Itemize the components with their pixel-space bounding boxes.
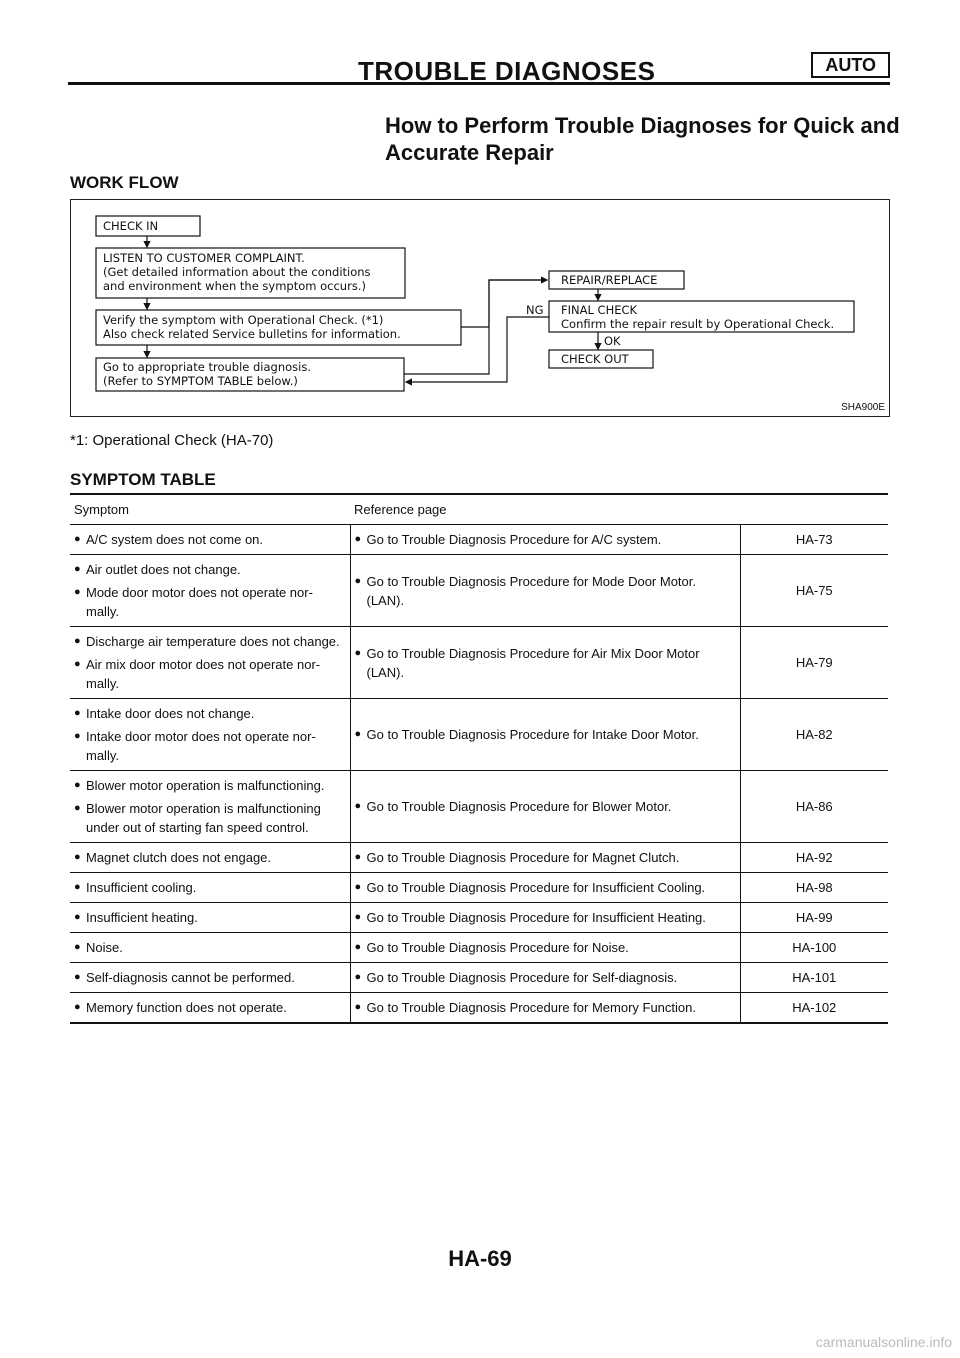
flow-listen-1: LISTEN TO CUSTOMER COMPLAINT. — [103, 251, 305, 265]
procedure-item — [355, 906, 736, 929]
flow-repair: REPAIR/REPLACE — [561, 273, 658, 287]
flow-goto-2: (Refer to SYMPTOM TABLE below.) — [103, 374, 298, 388]
flow-ng-label: NG — [526, 303, 544, 317]
bullet-icon: ● — [354, 911, 362, 923]
symptom-table — [70, 493, 888, 1024]
bullet-icon: ● — [74, 851, 81, 863]
table-row — [70, 555, 888, 627]
procedure-cell — [350, 627, 740, 699]
procedure-cell — [350, 993, 740, 1024]
reference-page-cell: HA-86 — [740, 771, 888, 843]
symptom-text: Intake door motor does not operate nor-mally. — [86, 729, 316, 763]
symptom-item — [74, 653, 346, 695]
flow-verify-1: Verify the symptom with Operational Check. (*1) — [103, 313, 384, 327]
symptom-item — [74, 774, 346, 797]
bullet-icon: ● — [74, 563, 81, 575]
page-number: HA-69 — [448, 1246, 512, 1271]
bullet-icon: ● — [74, 779, 81, 791]
header-badge: AUTO — [811, 52, 890, 78]
procedure-cell — [350, 699, 740, 771]
symptom-item — [74, 725, 346, 767]
procedure-item — [355, 876, 736, 899]
symptom-text: Magnet clutch does not engage. — [86, 850, 272, 865]
work-flow-diagram — [70, 199, 890, 417]
bullet-icon: ● — [354, 971, 362, 983]
symptom-cell — [70, 903, 350, 933]
procedure-cell — [350, 555, 740, 627]
bullet-icon: ● — [74, 586, 81, 598]
bullet-icon: ● — [74, 635, 81, 647]
symptom-cell — [70, 873, 350, 903]
bullet-icon: ● — [74, 1001, 81, 1013]
symptom-text: Air mix door motor does not operate nor-mally. — [86, 657, 321, 691]
symptom-table-header — [70, 494, 888, 525]
symptom-text: Intake door does not change. — [86, 706, 255, 721]
symptom-cell — [70, 555, 350, 627]
footnote: *1: Operational Check (HA-70) — [70, 432, 274, 449]
symptom-item — [74, 996, 346, 1019]
symptom-text: Noise. — [86, 940, 123, 955]
table-row — [70, 843, 888, 873]
bullet-icon: ● — [74, 971, 81, 983]
page-title: How to Perform Trouble Diagnoses for Quick and Accurate Repair — [385, 113, 900, 165]
procedure-text: Go to Trouble Diagnosis Procedure for Blower Motor. — [366, 799, 672, 814]
symptom-item — [74, 876, 346, 899]
bullet-icon: ● — [354, 851, 362, 863]
symptom-text: Self-diagnosis cannot be performed. — [86, 970, 295, 985]
procedure-item — [355, 996, 736, 1019]
procedure-cell — [350, 903, 740, 933]
symptom-cell — [70, 993, 350, 1024]
reference-page-cell: HA-92 — [740, 843, 888, 873]
symptom-item — [74, 528, 346, 551]
flow-check-out: CHECK OUT — [561, 352, 629, 366]
symptom-cell — [70, 771, 350, 843]
procedure-cell — [350, 843, 740, 873]
bullet-icon: ● — [74, 911, 81, 923]
bullet-icon: ● — [74, 658, 81, 670]
bullet-icon: ● — [74, 533, 81, 545]
procedure-cell — [350, 933, 740, 963]
procedure-cell — [350, 525, 740, 555]
symptom-table-heading: SYMPTOM TABLE — [70, 470, 216, 489]
bullet-icon: ● — [354, 1001, 362, 1013]
procedure-text: Go to Trouble Diagnosis Procedure for Memory Function. — [366, 1000, 696, 1015]
table-row — [70, 933, 888, 963]
bullet-icon: ● — [74, 941, 81, 953]
symptom-cell — [70, 963, 350, 993]
symptom-text: Blower motor operation is malfunctioning under out of starting fan speed control. — [86, 801, 321, 835]
symptom-item — [74, 702, 346, 725]
procedure-item — [355, 642, 736, 684]
bullet-icon: ● — [354, 574, 362, 587]
reference-page-cell: HA-102 — [740, 993, 888, 1024]
symptom-item — [74, 558, 346, 581]
procedure-item — [355, 966, 736, 989]
symptom-cell — [70, 525, 350, 555]
procedure-text: Go to Trouble Diagnosis Procedure for Insufficient Heating. — [366, 910, 706, 925]
flow-listen-2: (Get detailed information about the conditions — [103, 265, 371, 279]
symptom-cell — [70, 933, 350, 963]
flow-goto-1: Go to appropriate trouble diagnosis. — [103, 360, 312, 374]
symptom-item — [74, 581, 346, 623]
bullet-icon: ● — [354, 800, 362, 812]
procedure-item — [355, 846, 736, 869]
header-title: TROUBLE DIAGNOSES — [358, 56, 656, 86]
flow-final-1: FINAL CHECK — [561, 303, 638, 317]
reference-column-header: Reference page — [350, 494, 888, 525]
watermark: carmanualsonline.info — [815, 1334, 952, 1350]
procedure-text: Go to Trouble Diagnosis Procedure for Magnet Clutch. — [366, 850, 680, 865]
symptom-cell — [70, 627, 350, 699]
procedure-text: Go to Trouble Diagnosis Procedure for Noise. — [366, 940, 629, 955]
procedure-cell — [350, 771, 740, 843]
bullet-icon: ● — [354, 533, 362, 545]
table-row — [70, 699, 888, 771]
flow-final-2: Confirm the repair result by Operational Check. — [561, 317, 835, 331]
page-header — [68, 52, 890, 85]
flow-verify-2: Also check related Service bulletins for information. — [103, 327, 401, 341]
bullet-icon: ● — [354, 881, 362, 893]
procedure-text: Go to Trouble Diagnosis Procedure for Self-diagnosis. — [366, 970, 678, 985]
reference-page-cell: HA-99 — [740, 903, 888, 933]
symptom-text: Discharge air temperature does not change. — [86, 634, 340, 649]
symptom-text: Blower motor operation is malfunctioning. — [86, 778, 325, 793]
procedure-cell — [350, 963, 740, 993]
symptom-text: Memory function does not operate. — [86, 1000, 287, 1015]
bullet-icon: ● — [354, 941, 362, 953]
symptom-item — [74, 966, 346, 989]
table-row — [70, 525, 888, 555]
bullet-icon: ● — [74, 881, 81, 893]
symptom-item — [74, 846, 346, 869]
symptom-item — [74, 906, 346, 929]
table-row — [70, 873, 888, 903]
symptom-column-header: Symptom — [70, 494, 350, 525]
symptom-item — [74, 630, 346, 653]
procedure-item — [355, 723, 736, 746]
symptom-text: A/C system does not come on. — [86, 532, 264, 547]
procedure-item — [355, 570, 736, 612]
reference-page-cell: HA-98 — [740, 873, 888, 903]
table-row — [70, 963, 888, 993]
flow-listen-3: and environment when the symptom occurs.) — [103, 279, 366, 293]
symptom-cell — [70, 699, 350, 771]
procedure-item — [355, 528, 736, 551]
flow-check-in: CHECK IN — [103, 219, 159, 233]
bullet-icon: ● — [74, 730, 81, 742]
reference-page-cell: HA-79 — [740, 627, 888, 699]
reference-page-cell: HA-100 — [740, 933, 888, 963]
table-row — [70, 993, 888, 1024]
reference-page-cell: HA-75 — [740, 555, 888, 627]
figure-code: SHA900E — [841, 402, 885, 413]
reference-page-cell: HA-73 — [740, 525, 888, 555]
symptom-item — [74, 936, 346, 959]
bullet-icon: ● — [354, 646, 362, 659]
symptom-item — [74, 797, 346, 839]
procedure-text: Go to Trouble Diagnosis Procedure for Insufficient Cooling. — [366, 880, 706, 895]
symptom-text: Insufficient cooling. — [86, 880, 197, 895]
procedure-text: Go to Trouble Diagnosis Procedure for Intake Door Motor. — [366, 727, 699, 742]
table-row — [70, 903, 888, 933]
procedure-text: Go to Trouble Diagnosis Procedure for Mode Door Motor. (LAN). — [366, 573, 696, 608]
bullet-icon: ● — [74, 707, 81, 719]
bullet-icon: ● — [74, 802, 81, 814]
reference-page-cell: HA-101 — [740, 963, 888, 993]
procedure-text: Go to Trouble Diagnosis Procedure for A/C system. — [366, 532, 662, 547]
table-row — [70, 627, 888, 699]
table-row — [70, 771, 888, 843]
flow-ok-label: OK — [604, 334, 621, 348]
symptom-cell — [70, 843, 350, 873]
procedure-cell — [350, 873, 740, 903]
work-flow-svg — [71, 200, 889, 416]
work-flow-heading: WORK FLOW — [70, 173, 179, 192]
procedure-item — [355, 795, 736, 818]
symptom-text: Mode door motor does not operate nor-mally. — [86, 585, 313, 619]
procedure-item — [355, 936, 736, 959]
symptom-text: Air outlet does not change. — [86, 562, 241, 577]
reference-page-cell: HA-82 — [740, 699, 888, 771]
bullet-icon: ● — [354, 728, 362, 740]
symptom-text: Insufficient heating. — [86, 910, 198, 925]
procedure-text: Go to Trouble Diagnosis Procedure for Air Mix Door Motor (LAN). — [366, 645, 700, 680]
